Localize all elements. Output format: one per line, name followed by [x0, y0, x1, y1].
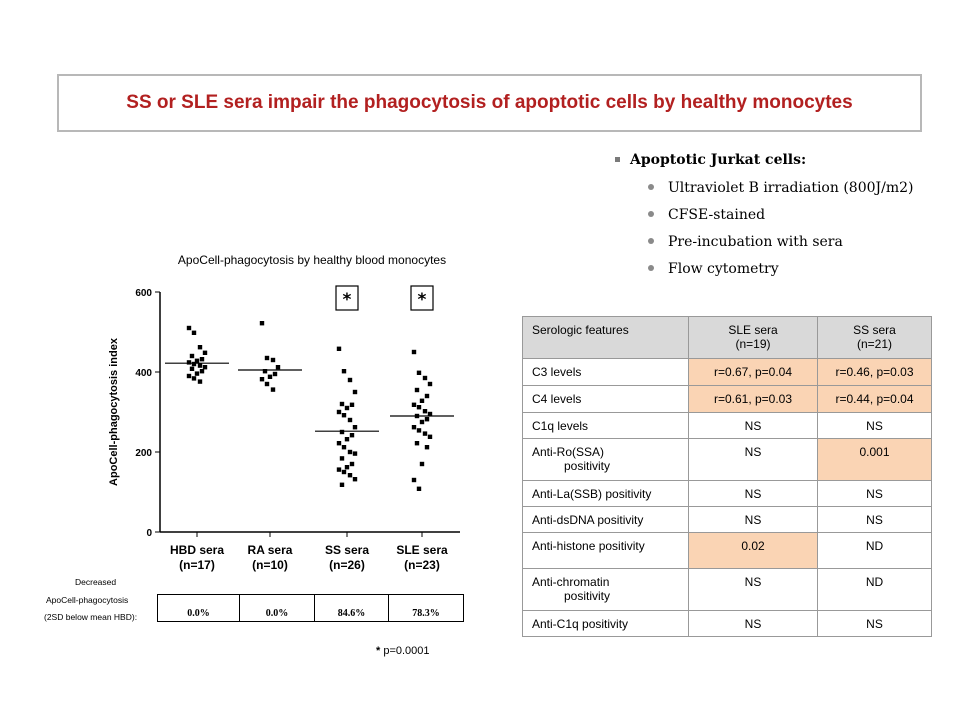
data-point	[340, 483, 344, 487]
data-point	[337, 410, 341, 414]
header-text: SS sera	[853, 323, 896, 337]
data-point	[417, 371, 421, 375]
data-point	[423, 431, 427, 435]
data-point	[268, 375, 272, 379]
data-point	[342, 470, 346, 474]
y-tick-label: 0	[146, 528, 152, 539]
row-name-text: Anti-histone positivity	[532, 539, 645, 553]
bullet-sub-text: Pre-incubation with sera	[668, 234, 843, 250]
data-point	[265, 382, 269, 386]
row-name	[523, 481, 689, 507]
row-name-text: positivity	[564, 589, 611, 603]
data-point	[353, 425, 357, 429]
decreased-label: ApoCell-phagocytosis	[46, 595, 129, 605]
data-point	[203, 365, 207, 369]
data-point	[340, 456, 344, 460]
sle-cell: NS	[689, 611, 818, 637]
round-bullet-icon	[648, 184, 654, 190]
y-tick-label: 200	[135, 448, 152, 459]
data-point	[415, 441, 419, 445]
sle-cell: NS	[689, 481, 818, 507]
row-name	[523, 611, 689, 637]
significance-footnote	[376, 645, 430, 657]
x-tick-label: RA sera	[247, 543, 293, 557]
data-point	[200, 357, 204, 361]
data-point	[348, 418, 352, 422]
ss-cell: ND	[818, 533, 932, 569]
table-row	[523, 533, 932, 569]
table-row	[523, 507, 932, 533]
data-point	[420, 399, 424, 403]
ss-cell: 0.001	[818, 439, 932, 481]
row-name-text: Anti-dsDNA positivity	[532, 513, 644, 527]
bullet-main-text: Apoptotic Jurkat cells:	[630, 152, 807, 168]
data-point	[276, 365, 280, 369]
data-point	[353, 451, 357, 455]
data-point	[428, 382, 432, 386]
x-tick-label: SLE sera	[396, 543, 448, 557]
row-name	[523, 439, 689, 481]
decreased-percent-row	[157, 594, 464, 622]
ss-cell: NS	[818, 611, 932, 637]
data-point	[342, 369, 346, 373]
row-name	[523, 413, 689, 439]
row-name	[523, 507, 689, 533]
data-point	[195, 371, 199, 375]
data-point	[412, 350, 416, 354]
y-axis-label: ApoCell-phagocytosis index	[108, 338, 120, 486]
row-name-text: Anti-chromatin	[532, 575, 610, 589]
header-cell-sle	[689, 317, 818, 359]
footnote-text: p=0.0001	[383, 645, 430, 657]
header-text: SLE sera	[728, 323, 778, 337]
data-point	[200, 369, 204, 373]
row-name	[523, 533, 689, 569]
data-point	[187, 326, 191, 330]
bullet-main	[615, 152, 806, 168]
data-point	[192, 331, 196, 335]
data-point	[345, 437, 349, 441]
sle-cell: r=0.67, p=0.04	[689, 359, 818, 386]
row-name-text: Anti-La(SSB) positivity	[532, 487, 652, 501]
round-bullet-icon	[648, 265, 654, 271]
table-row	[523, 386, 932, 413]
row-name	[523, 386, 689, 413]
data-point	[353, 477, 357, 481]
data-point	[192, 362, 196, 366]
table-row	[523, 569, 932, 611]
data-point	[353, 390, 357, 394]
data-point	[423, 376, 427, 380]
sle-cell: 0.02	[689, 533, 818, 569]
data-point	[340, 430, 344, 434]
header-text: Serologic features	[532, 323, 629, 337]
data-point	[198, 363, 202, 367]
x-tick-label-n: (n=17)	[179, 558, 215, 572]
y-tick-label: 400	[135, 368, 152, 379]
asterisk-icon: *	[342, 290, 352, 310]
data-point	[348, 450, 352, 454]
round-bullet-icon	[648, 238, 654, 244]
data-point	[420, 462, 424, 466]
data-point	[350, 433, 354, 437]
data-point	[337, 467, 341, 471]
x-tick-label-n: (n=23)	[404, 558, 440, 572]
data-point	[190, 354, 194, 358]
header-cell-feature	[523, 317, 689, 359]
x-tick-label: HBD sera	[169, 543, 225, 557]
data-point	[187, 360, 191, 364]
sle-cell: r=0.61, p=0.03	[689, 386, 818, 413]
percent-cell: 0.0%	[187, 608, 210, 619]
sle-cell: NS	[689, 569, 818, 611]
bullet-sub-text: Ultraviolet B irradiation (800J/m2)	[668, 180, 914, 196]
header-text: (n=19)	[735, 337, 771, 351]
percent-cell: 84.6%	[337, 608, 366, 619]
ss-cell: NS	[818, 481, 932, 507]
round-bullet-icon	[648, 211, 654, 217]
x-tick-label: SS sera	[324, 543, 370, 557]
data-point	[271, 358, 275, 362]
data-point	[342, 413, 346, 417]
data-point	[340, 402, 344, 406]
data-point	[203, 351, 207, 355]
table-row	[523, 359, 932, 386]
decreased-label: (2SD below mean HBD):	[44, 612, 138, 622]
row-name-text: C3 levels	[532, 365, 582, 379]
sle-cell: NS	[689, 507, 818, 533]
table-row	[523, 439, 932, 481]
bullet-sub	[648, 261, 779, 277]
header-cell-ss	[818, 317, 932, 359]
row-name-text: positivity	[564, 459, 611, 473]
ss-cell: ND	[818, 569, 932, 611]
bullet-sub-text: Flow cytometry	[668, 261, 779, 277]
data-point	[337, 441, 341, 445]
data-point	[348, 378, 352, 382]
data-point	[417, 405, 421, 409]
data-point	[273, 372, 277, 376]
data-point	[337, 347, 341, 351]
chart-title: ApoCell-phagocytosis by healthy blood monocytes	[177, 253, 447, 267]
data-point	[423, 409, 427, 413]
data-point	[417, 428, 421, 432]
data-point	[425, 394, 429, 398]
x-tick-label-n: (n=26)	[329, 558, 365, 572]
data-point	[425, 445, 429, 449]
data-point	[187, 374, 191, 378]
percent-cell: 0.0%	[265, 608, 289, 619]
data-point	[190, 367, 194, 371]
sle-cell: NS	[689, 413, 818, 439]
slide-title-box	[57, 74, 922, 132]
square-bullet-icon	[615, 157, 620, 162]
percent-cell: 78.3%	[412, 608, 440, 619]
data-point	[260, 321, 264, 325]
table-row	[523, 413, 932, 439]
bullet-sub	[648, 207, 765, 223]
data-point	[198, 345, 202, 349]
y-tick-label: 600	[135, 288, 152, 299]
row-name	[523, 569, 689, 611]
data-point	[342, 445, 346, 449]
data-point	[348, 473, 352, 477]
data-point	[425, 417, 429, 421]
data-point	[265, 356, 269, 360]
data-point	[417, 487, 421, 491]
header-text: (n=21)	[856, 337, 893, 351]
data-point	[412, 478, 416, 482]
ss-cell: NS	[818, 507, 932, 533]
data-point	[428, 435, 432, 439]
row-name	[523, 359, 689, 386]
serologic-features-table	[522, 316, 932, 637]
row-name-text: C4 levels	[532, 392, 582, 406]
decreased-label: Decreased	[75, 577, 117, 587]
sle-cell: NS	[689, 439, 818, 481]
slide-title: SS or SLE sera impair the phagocytosis of apoptotic cells by healthy monocytes	[126, 92, 853, 113]
data-point	[260, 377, 264, 381]
data-point	[271, 387, 275, 391]
data-point	[415, 388, 419, 392]
row-name-text: Anti-C1q positivity	[532, 617, 629, 631]
data-point	[345, 406, 349, 410]
data-point	[345, 465, 349, 469]
row-name-text: C1q levels	[532, 419, 589, 433]
table-row	[523, 481, 932, 507]
ss-cell: r=0.44, p=0.04	[818, 386, 932, 413]
data-point	[350, 403, 354, 407]
asterisk-icon: *	[376, 645, 381, 657]
x-tick-label-n: (n=10)	[252, 558, 288, 572]
bullet-sub	[648, 234, 843, 250]
row-name-text: Anti-Ro(SSA)	[532, 445, 605, 459]
data-point	[420, 420, 424, 424]
ss-cell: r=0.46, p=0.03	[818, 359, 932, 386]
data-point	[350, 462, 354, 466]
data-point	[192, 376, 196, 380]
bullet-sub	[648, 180, 914, 196]
table-row	[523, 611, 932, 637]
table-header-row	[523, 317, 932, 359]
bullet-sub-text: CFSE-stained	[668, 207, 766, 223]
asterisk-icon: *	[417, 290, 427, 310]
ss-cell: NS	[818, 413, 932, 439]
data-point	[198, 379, 202, 383]
data-point	[412, 425, 416, 429]
data-point	[412, 403, 416, 407]
